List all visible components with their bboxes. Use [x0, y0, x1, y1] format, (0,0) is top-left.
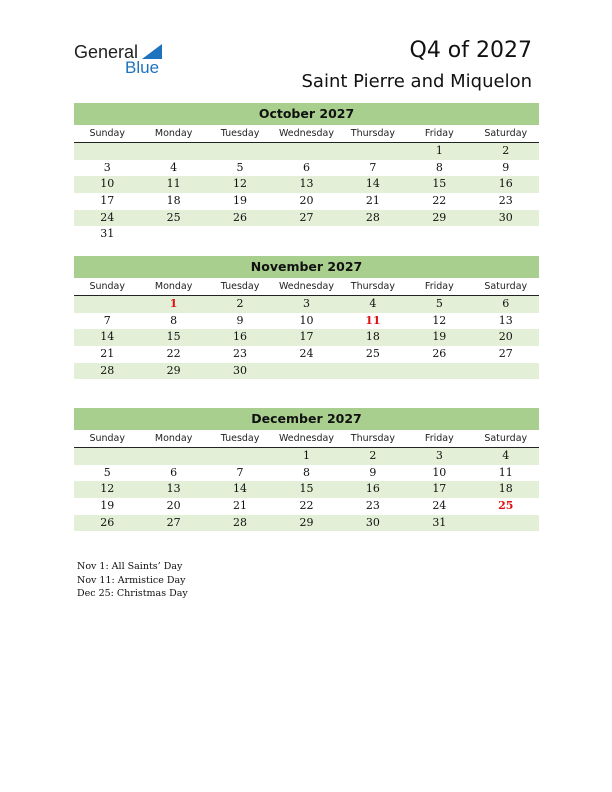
day-cell: 20 — [299, 194, 314, 208]
weekday-label: Tuesday — [220, 281, 260, 292]
day-cell: 13 — [498, 313, 513, 327]
day-cell — [74, 296, 140, 313]
day-cell: 30 — [365, 515, 380, 529]
week-row — [74, 498, 539, 515]
day-cell — [140, 448, 206, 465]
weekday-label: Friday — [424, 128, 454, 139]
weekday-label: Saturday — [484, 128, 528, 139]
logo — [74, 42, 174, 78]
weekday-header — [74, 126, 539, 143]
day-cell: 26 — [233, 210, 248, 224]
day-cell: 15 — [299, 482, 314, 496]
holiday-note: Nov 11: Armistice Day — [77, 574, 186, 586]
day-cell: 17 — [432, 482, 447, 496]
weekday-label: Wednesday — [278, 128, 334, 139]
day-cell: 20 — [498, 330, 513, 344]
day-cell: 9 — [369, 465, 377, 479]
day-cell: 24 — [432, 499, 447, 513]
day-cell — [340, 363, 406, 380]
day-cell: 17 — [100, 194, 115, 208]
week-row — [74, 346, 539, 363]
day-cell — [340, 226, 406, 243]
day-cell — [207, 448, 273, 465]
day-cell: 26 — [100, 515, 115, 529]
day-cell: 29 — [432, 210, 447, 224]
weekday-label: Thursday — [350, 433, 395, 444]
day-cell: 8 — [435, 160, 443, 174]
day-cell: 27 — [166, 515, 181, 529]
day-cell: 8 — [170, 313, 178, 327]
week-row — [74, 448, 539, 465]
day-cell: 17 — [299, 330, 314, 344]
day-cell: 21 — [100, 347, 115, 361]
weekday-label: Wednesday — [278, 281, 334, 292]
weekday-label: Thursday — [350, 128, 395, 139]
day-cell: 15 — [166, 330, 181, 344]
day-cell — [473, 363, 539, 380]
day-cell: 7 — [103, 313, 111, 327]
day-cell: 19 — [100, 499, 115, 513]
weekday-label: Sunday — [89, 433, 125, 444]
week-row — [74, 226, 539, 243]
day-cell: 18 — [498, 482, 513, 496]
logo-triangle-icon — [142, 44, 162, 59]
day-cell — [340, 143, 406, 160]
day-cell: 2 — [502, 144, 510, 157]
day-cell: 22 — [432, 194, 447, 208]
holiday-notes — [77, 560, 188, 601]
week-row — [74, 481, 539, 498]
day-cell: 1 — [169, 297, 178, 310]
month-weeks — [74, 143, 539, 243]
day-cell: 22 — [299, 499, 314, 513]
day-cell: 10 — [100, 177, 115, 191]
day-cell: 18 — [166, 194, 181, 208]
weekday-label: Saturday — [484, 281, 528, 292]
day-cell: 2 — [236, 297, 244, 310]
month-title: December 2027 — [74, 408, 539, 430]
day-cell: 4 — [502, 449, 510, 462]
day-cell — [273, 363, 339, 380]
day-cell: 12 — [100, 482, 115, 496]
day-cell: 25 — [498, 499, 514, 513]
day-cell: 31 — [100, 227, 115, 241]
day-cell: 23 — [365, 499, 380, 513]
weekday-label: Tuesday — [220, 433, 260, 444]
week-row — [74, 160, 539, 177]
day-cell: 14 — [365, 177, 380, 191]
day-cell: 12 — [432, 313, 447, 327]
day-cell: 14 — [233, 482, 248, 496]
page-title: Q4 of 2027 — [409, 38, 532, 63]
day-cell: 28 — [100, 363, 115, 377]
day-cell: 24 — [100, 210, 115, 224]
week-row — [74, 143, 539, 160]
day-cell: 14 — [100, 330, 115, 344]
day-cell: 28 — [365, 210, 380, 224]
day-cell: 6 — [302, 160, 310, 174]
week-row — [74, 363, 539, 380]
day-cell: 13 — [166, 482, 181, 496]
day-cell: 4 — [369, 297, 377, 310]
month-weeks — [74, 448, 539, 531]
day-cell: 1 — [302, 449, 310, 462]
day-cell: 3 — [435, 449, 443, 462]
day-cell: 18 — [365, 330, 380, 344]
month-title: October 2027 — [74, 103, 539, 125]
day-cell — [140, 226, 206, 243]
day-cell — [473, 226, 539, 243]
day-cell — [207, 143, 273, 160]
day-cell: 1 — [435, 144, 443, 157]
day-cell: 22 — [166, 347, 181, 361]
day-cell — [140, 143, 206, 160]
weekday-label: Tuesday — [220, 128, 260, 139]
day-cell: 8 — [302, 465, 310, 479]
weekday-label: Wednesday — [278, 433, 334, 444]
day-cell: 11 — [166, 177, 181, 191]
month-november — [74, 256, 539, 379]
month-october — [74, 103, 539, 243]
weekday-label: Monday — [154, 128, 193, 139]
week-row — [74, 176, 539, 193]
page-subtitle: Saint Pierre and Miquelon — [301, 71, 532, 92]
weekday-label: Friday — [424, 433, 454, 444]
day-cell: 5 — [236, 160, 244, 174]
weekday-label: Friday — [424, 281, 454, 292]
day-cell: 29 — [299, 515, 314, 529]
day-cell: 31 — [432, 515, 447, 529]
week-row — [74, 296, 539, 313]
day-cell: 29 — [166, 363, 181, 377]
day-cell: 7 — [369, 160, 377, 174]
day-cell — [273, 226, 339, 243]
weekday-label: Sunday — [89, 281, 125, 292]
day-cell: 27 — [299, 210, 314, 224]
day-cell: 30 — [498, 210, 513, 224]
day-cell — [406, 363, 472, 380]
day-cell: 19 — [432, 330, 447, 344]
day-cell: 15 — [432, 177, 447, 191]
day-cell: 10 — [299, 313, 314, 327]
day-cell: 25 — [166, 210, 181, 224]
weekday-label: Thursday — [350, 281, 395, 292]
day-cell: 5 — [435, 297, 443, 310]
day-cell: 5 — [103, 465, 111, 479]
day-cell: 30 — [233, 363, 248, 377]
logo-blue-text: Blue — [125, 58, 160, 77]
day-cell — [273, 143, 339, 160]
day-cell: 13 — [299, 177, 314, 191]
month-title: November 2027 — [74, 256, 539, 278]
day-cell: 12 — [233, 177, 248, 191]
weekday-header — [74, 431, 539, 448]
weekday-label: Sunday — [89, 128, 125, 139]
day-cell — [74, 143, 140, 160]
week-row — [74, 329, 539, 346]
day-cell: 16 — [233, 330, 248, 344]
day-cell — [473, 515, 539, 532]
day-cell: 16 — [498, 177, 513, 191]
day-cell: 24 — [299, 347, 314, 361]
day-cell: 7 — [236, 465, 244, 479]
holiday-note: Dec 25: Christmas Day — [77, 588, 188, 599]
day-cell — [207, 226, 273, 243]
day-cell: 4 — [170, 160, 178, 174]
weekday-label: Saturday — [484, 433, 528, 444]
day-cell: 9 — [502, 160, 510, 174]
day-cell: 19 — [233, 194, 248, 208]
day-cell: 25 — [365, 347, 380, 361]
day-cell: 3 — [302, 297, 310, 310]
day-cell: 20 — [166, 499, 181, 513]
day-cell: 2 — [369, 449, 377, 462]
day-cell: 3 — [103, 160, 111, 174]
day-cell: 28 — [233, 515, 248, 529]
day-cell — [74, 448, 140, 465]
week-row — [74, 515, 539, 532]
day-cell — [406, 226, 472, 243]
holiday-note: Nov 1: All Saints’ Day — [77, 561, 183, 572]
day-cell: 9 — [236, 313, 244, 327]
day-cell: 11 — [498, 465, 513, 479]
day-cell: 21 — [365, 194, 380, 208]
month-december — [74, 408, 539, 531]
week-row — [74, 210, 539, 227]
day-cell: 23 — [233, 347, 248, 361]
week-row — [74, 313, 539, 330]
weekday-label: Monday — [154, 433, 193, 444]
month-weeks — [74, 296, 539, 379]
week-row — [74, 193, 539, 210]
day-cell: 26 — [432, 347, 447, 361]
week-row — [74, 465, 539, 482]
weekday-header — [74, 279, 539, 296]
day-cell: 6 — [170, 465, 178, 479]
day-cell: 10 — [432, 465, 447, 479]
weekday-label: Monday — [154, 281, 193, 292]
day-cell: 6 — [502, 297, 510, 310]
day-cell: 21 — [233, 499, 248, 513]
logo-general-text: General — [74, 42, 139, 62]
day-cell: 27 — [498, 347, 513, 361]
day-cell: 11 — [365, 313, 381, 327]
day-cell: 16 — [365, 482, 380, 496]
day-cell: 23 — [498, 194, 513, 208]
